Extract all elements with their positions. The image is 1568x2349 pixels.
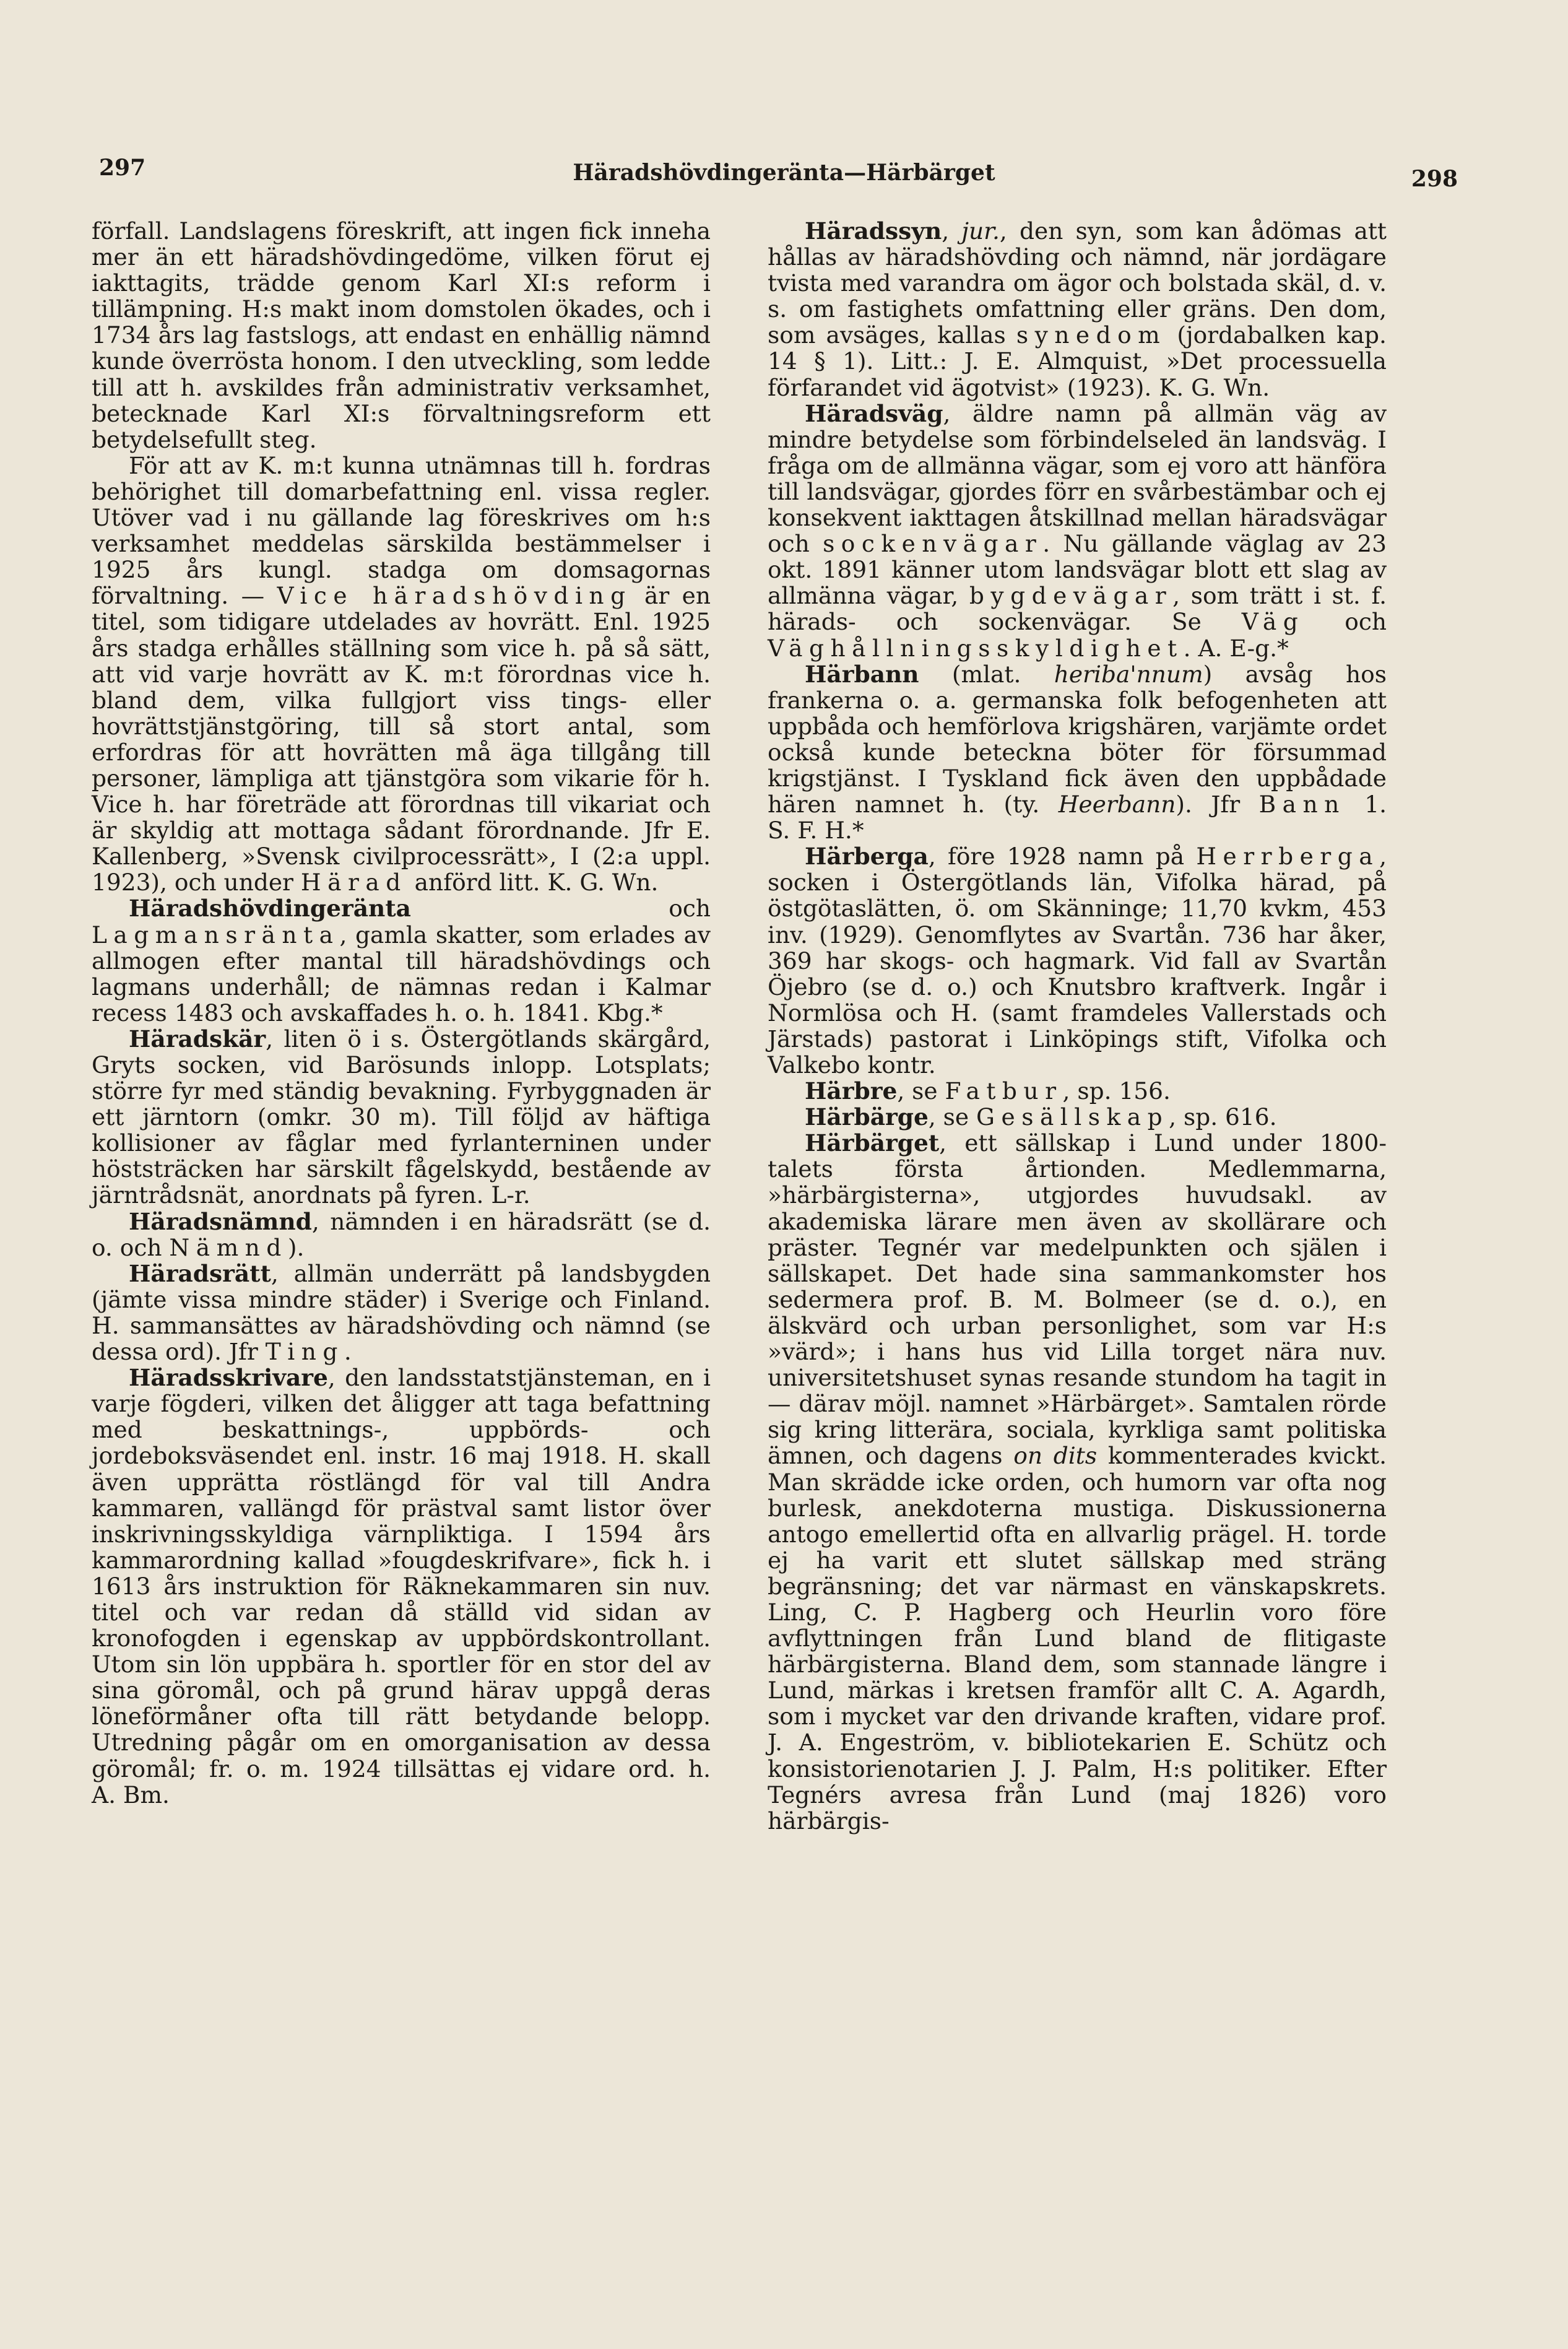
text-run: För att av K. m:t kunna utnämnas till h. fordras behörighet till domarbefattning enl. vissa regler. Utöver vad i nu gällande lag föreskrives om h:s verksamhet meddelas särskilda bestämmelser i 1925 års kungl. stadga om domsagornas förvaltning. — (92, 451, 711, 610)
paragraph (92, 453, 711, 896)
text-run: Fatbur (945, 1077, 1063, 1105)
text-run: , se (928, 1103, 977, 1131)
left-column (92, 218, 711, 1808)
entry-haradsratt (92, 1261, 711, 1365)
right-column (768, 218, 1387, 1834)
signature: Kbg.* (596, 999, 663, 1027)
text-run: , före 1928 namn på (928, 843, 1197, 871)
signature: K. G. Wn. (1159, 373, 1270, 401)
text-run: . (1183, 634, 1191, 662)
text-run: , allmän underrätt på landsbygden (jämte vissa mindre städer) i Sverige och Finland. H. sammansättes av häradshövding och nämnd (se dessa ord). Jfr (92, 1259, 711, 1366)
text-run: ) avsåg hos frankerna o. a. germanska folk befogenheten att uppbåda och hemförlova krigshären, varjämte ordet också kunde beteckna böter för försummad krigstjänst. I Tyskland fick även den uppbådade hären namnet h. (ty. (768, 660, 1387, 818)
text-run: , sp. 156. (1062, 1077, 1171, 1105)
text-run: , se (897, 1077, 945, 1105)
entry-harbarge (768, 1104, 1387, 1130)
entry-harbarget (768, 1130, 1387, 1834)
signature: A. E-g.* (1198, 634, 1289, 662)
headword: Häradskär (129, 1025, 266, 1053)
headword: Häradssyn (805, 217, 942, 245)
text-run: , ett sällskap i Lund under 1800-talets första årtionden. Medlemmarna, »härbärgisterna», utgjordes huvudsakl. av akademiska lärare men även av skollärare och präster. Tegnér var medelpunkten och själen i sällskapet. Det hade sina sammankomster hos sedermera prof. B. M. Bolmeer (se d. o.), en älskvärd och urban personlighet, som var H:s »värd»; i hans hus vid Lilla torget nära nuv. universitetshuset synas resande stundom ha tagit in — därav möjl. namnet »Härbärget». Samtalen rörde sig kring litterära, sociala, kyrkliga samt politiska ämnen, och dagens (768, 1129, 1387, 1470)
text-run: sockenvägar (823, 530, 1043, 558)
text-run: och (410, 895, 711, 923)
headword: Härbann (805, 660, 919, 688)
text-run: heriba'nnum (1054, 660, 1203, 688)
text-run: on dits (1013, 1442, 1098, 1470)
text-run: , gamla skatter, som erlades av allmogen efter mantal till häradshövdings och lagmans underhåll; de nämnas redan i Kalmar recess 1483 och avskaffades h. o. h. 1841. (92, 921, 711, 1027)
entry-harbre (768, 1078, 1387, 1104)
text-run: Ting (265, 1338, 344, 1366)
headword: Häradshövdingeränta (129, 895, 411, 923)
text-run: är en titel, som tidigare utdelades av hovrätt. Enl. 1925 års stadga erhålles ställning som vice h. på så sätt, att vid varje hovrätt av K. m:t förordnas vice h. bland dem, vilka fullgjort viss tings- eller hovrättstjänstgöring, till så stort antal, som erfordras för att hovrätten må äga tillgång till personer, lämpliga att tjänstgöra som vikarie för h. Vice h. har företräde att förordnas till vikariat och är skyldig att mottaga sådant förordnande. Jfr E. Kallenberg, »Svensk civilprocessrätt», I (2:a uppl. 1923), och under (92, 582, 711, 897)
text-run: Nämnd (169, 1233, 288, 1261)
text-run: , nämnden i en häradsrätt (se d. o. och (92, 1207, 711, 1261)
text-run: Härad (300, 869, 407, 897)
entry-haradsskrivare (92, 1365, 711, 1808)
headword: Härbärget (805, 1129, 940, 1157)
text-run: Herrberga (1196, 843, 1380, 871)
entry-haradshovdingeranta (92, 895, 711, 1025)
entry-harbann (768, 661, 1387, 844)
headword: Häradsrätt (129, 1259, 271, 1287)
text-run: Väg (1241, 608, 1305, 636)
text-run: , sp. 616. (1169, 1103, 1277, 1131)
text-run: kommenterades kvickt. Man skrädde icke orden, och humorn var ofta nog burlesk, anekdoterna mustiga. Diskussionerna antogo emellertid ofta en allvarlig prägel. H. torde ej ha varit ett slutet sällskap med sträng begränsning; det var närmast en vänskapskrets. Ling, C. P. Hagberg och Heurlin voro före avflyttningen från Lund bland de flitigaste härbärgisterna. Bland dem, som stannade längre i Lund, märkas i kretsen framför allt C. A. Agardh, som i mycket var den drivande kraften, vidare prof. J. A. Engeström, v. bibliotekarien E. Schütz och konsistorienotarien J. J. Palm, H:s politiker. Efter Tegnérs avresa från Lund (maj 1826) voro härbärgis- (768, 1442, 1387, 1834)
text-run: , socken i Östergötlands län, Vifolka härad, på östgötaslätten, ö. om Skänninge; 11,70 kvkm, 453 inv. (1929). Genomflytes av Svartån. 736 har åker, 369 har skogs- och hagmark. Vid fall av Svartån Öjebro (se d. o.) och Knutsbro kraftverk. Ingår i Normlösa och H. (samt framdeles Vallerstads och Järstads) pastorat i Linköpings stift, Vifolka och Valkebo kontr. (768, 843, 1387, 1079)
text-run: Heerbann (1058, 791, 1176, 818)
entry-haradsnamnd (92, 1209, 711, 1261)
page-number-right: 298 (1411, 166, 1458, 192)
text-run: ). (287, 1233, 305, 1261)
text-run: Väghållningsskyldighet (768, 634, 1184, 662)
headword: Härbärge (805, 1103, 929, 1131)
text-run: , den syn, som kan ådömas att hållas av häradshövding och nämnd, när jordägare tvista med varandra om ägor och bolstada skäl, d. v. s. om fastighets omfattning eller gräns. Den dom, som avsäges, kallas (768, 217, 1387, 349)
text-run: synedom (1016, 321, 1167, 349)
signature: K. G. Wn. (547, 869, 659, 897)
signature: L-r. (491, 1181, 531, 1209)
text-run: , som trätt i st. f. härads- och sockenvägar. Se (768, 582, 1387, 636)
text-run: jur. (961, 217, 1000, 245)
signature: S. F. H.* (768, 817, 864, 845)
headword: Härbre (805, 1077, 898, 1105)
headword: Häradsnämnd (129, 1207, 312, 1235)
text-run: Lagmansränta (92, 921, 340, 949)
text-run: , liten ö i s. Östergötlands skärgård, Gryts socken, vid Barösunds inlopp. Lotsplats; större fyr med ständig bevakning. Fyrbyggnaden är ett järntorn (omkr. 30 m). Till följd av häftiga kollisioner av fåglar med fyrlanterninen under höststräcken har särskilt fågelskydd, bestående av järntrådsnät, anordnats på fyren. (92, 1025, 711, 1209)
headword: Häradsväg (805, 399, 943, 427)
entry-harberga (768, 843, 1387, 1078)
entry-haradskar (92, 1026, 711, 1209)
text-run: Bann (1258, 791, 1346, 818)
entry-haradsvag (768, 401, 1387, 661)
running-title: Häradshövdingeränta—Härbärget (573, 160, 995, 186)
text-run: . Nu gällande väglag av 23 okt. 1891 känner utom landsvägar blott ett slag av allmänna vägar, (768, 530, 1387, 610)
text-run: Vice häradshövding (277, 582, 632, 610)
paragraph (92, 218, 711, 453)
text-run: bygdevägar (969, 582, 1173, 610)
text-run: och (1304, 608, 1387, 636)
entry-haradssyn: Häradssyn, jur., den syn, som kan ådömas att hållas av häradshövding och nämnd, när jordägare tvista med varandra om ägor och bolstada skäl, d. v. s. om fastighets omfattning eller gräns. Den dom, som avsäges, kallas synedom (jordabalken kap. 14 § 1). Litt.: J. E. Almquist, »Det processuella förfarandet vid ägotvist» (1923). K. G. Wn. (768, 217, 1387, 401)
headword: Häradsskrivare (129, 1364, 328, 1392)
running-header (99, 155, 1469, 204)
text-run: (mlat. (919, 660, 1054, 688)
text-run: Gesällskap (976, 1103, 1169, 1131)
text-run: ). Jfr (1176, 791, 1259, 818)
headword: Härberga (805, 843, 929, 871)
text-run: , den landsstatstjänsteman, en i varje fögderi, vilken det åligger att taga befattning med beskattnings-, uppbörds- och jordeboksväsendet enl. instr. 16 maj 1918. H. skall även upprätta röstlängd för val till Andra kammaren, vallängd för prästval samt listor över inskrivningsskyldiga värnpliktiga. I 1594 års kammarordning kallad »fougdeskrifvare», fick h. i 1613 års instruktion för Räknekammaren sin nuv. titel och var redan då ställd vid sidan av kronofogden i egenskap av uppbördskontrollant. Utom sin lön uppbära h. sportler för en stor del av sina göromål, och på grund härav uppgå deras löneförmåner ofta till rätt betydande belopp. Utredning pågår om en omorganisation av dessa göromål; fr. o. m. 1924 tillsättas ej vidare ord. h. (92, 1364, 711, 1782)
text-run: anförd litt. (407, 869, 540, 897)
text-run: , äldre namn på allmän väg av mindre betydelse som förbindelseled än landsväg. I fråga om de allmänna vägar, som ej voro att hänföra till landsvägar, gjordes förr en svårbestämbar och ej konsekvent iakttagen åtskillnad mellan häradsvägar och (768, 399, 1387, 558)
text-run: (jordabalken kap. 14 § 1). Litt.: J. E. Almquist, »Det processuella förfarandet vid ägotvist» (1923). (768, 321, 1387, 401)
page-number-left: 297 (99, 155, 146, 181)
text-run: 1. (1345, 791, 1387, 818)
text-run: förfall. Landslagens föreskrift, att ingen fick inneha mer än ett häradshövdingedöme, vilken förut ej iakttagits, trädde genom Karl XI:s reform i tillämpning. H:s makt inom domstolen ökades, och i 1734 års lag fastslogs, att endast en enhällig nämnd kunde överrösta honom. I den utveckling, som ledde till att h. avskildes från administrativ verksamhet, betecknade Karl XI:s förvaltningsreform ett betydelsefullt steg. (92, 217, 711, 453)
signature: A. Bm. (92, 1781, 170, 1808)
text-run: . (344, 1338, 352, 1366)
